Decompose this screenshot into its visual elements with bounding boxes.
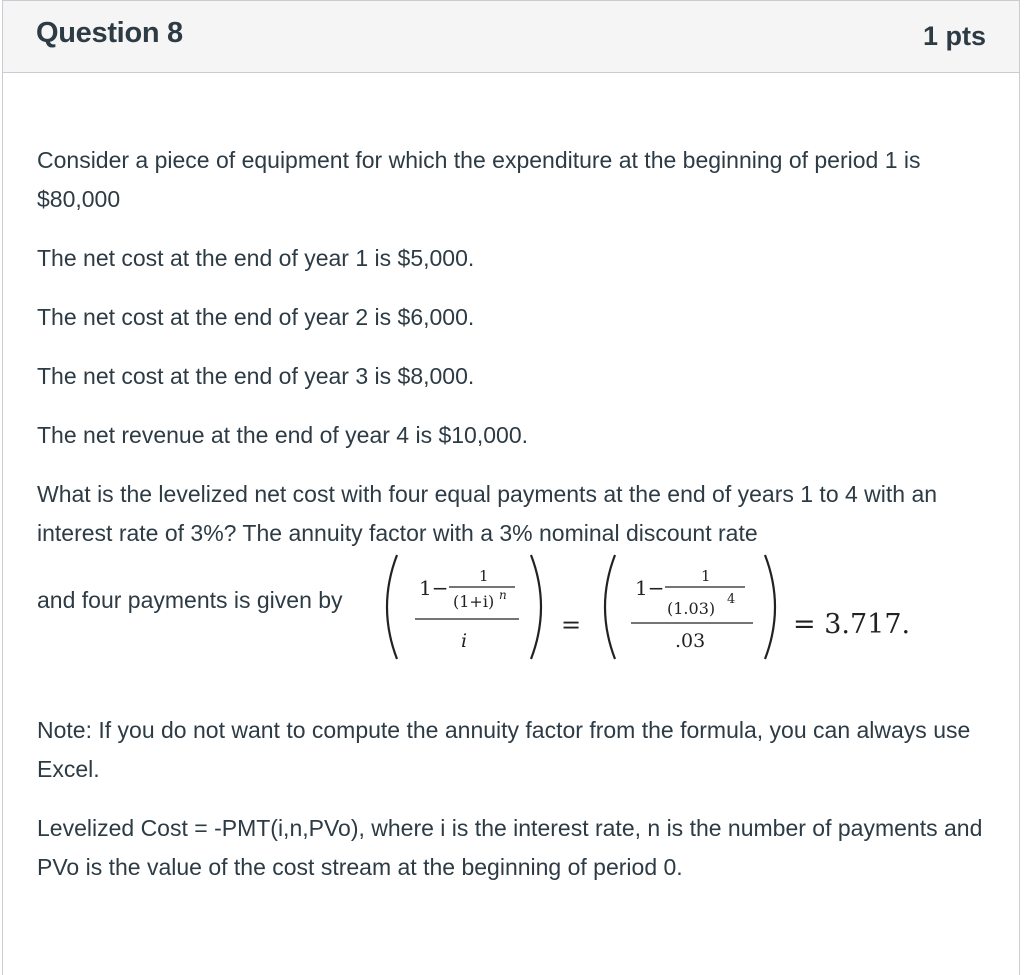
specific-rate: .03: [675, 630, 706, 652]
paragraph-question: What is the levelized net cost with four equal payments at the end of years 1 to 4 with an interest rate of 3%? The annuity factor with a 3% nominal discount rate: [37, 481, 938, 546]
paragraph-year2: The net cost at the end of year 2 is $6,000.: [37, 304, 475, 330]
paragraph-expenditure: Consider a piece of equipment for which the expenditure at the beginning of period 1 is $80,000: [37, 147, 921, 212]
formula-result: = 3.717.: [793, 609, 911, 640]
specific-one-minus: 1−: [635, 576, 665, 600]
formula-equals: =: [561, 611, 582, 639]
question-points: 1 pts: [922, 21, 986, 51]
specific-exp: 4: [727, 592, 736, 607]
specific-den: (1.03): [667, 599, 716, 618]
question-body: [37, 141, 987, 907]
note-pmt: Levelized Cost = -PMT(i,n,PVo), where i is the interest rate, n is the number of payments and PVo is the value of the cost stream at the beginning of period 0.: [37, 815, 983, 880]
paragraph-year1: The net cost at the end of year 1 is $5,000.: [37, 245, 475, 271]
left-paren-2: [605, 555, 615, 659]
note-excel: Note: If you do not want to compute the annuity factor from the formula, you can always use Excel.: [37, 717, 971, 782]
right-paren-1: [531, 555, 541, 659]
formula-svg: [375, 547, 935, 667]
left-paren-1: [387, 555, 397, 659]
general-one-minus: 1−: [419, 576, 449, 600]
specific-num-one: 1: [701, 567, 711, 585]
general-num-one: 1: [479, 567, 489, 585]
general-den: (1+i): [453, 592, 495, 611]
general-rate: i: [461, 630, 468, 652]
spacer: [37, 667, 987, 711]
question-header: [3, 1, 1019, 73]
general-exp: n: [499, 588, 507, 602]
question-card: [2, 0, 1020, 975]
paragraph-year3: The net cost at the end of year 3 is $8,000.: [37, 363, 475, 389]
formula-prefix: and four payments is given by: [37, 587, 343, 613]
paragraph-year4: The net revenue at the end of year 4 is $10,000.: [37, 422, 529, 448]
annuity-formula: [37, 547, 987, 667]
question-title: Question 8: [36, 17, 183, 49]
right-paren-2: [765, 555, 775, 659]
